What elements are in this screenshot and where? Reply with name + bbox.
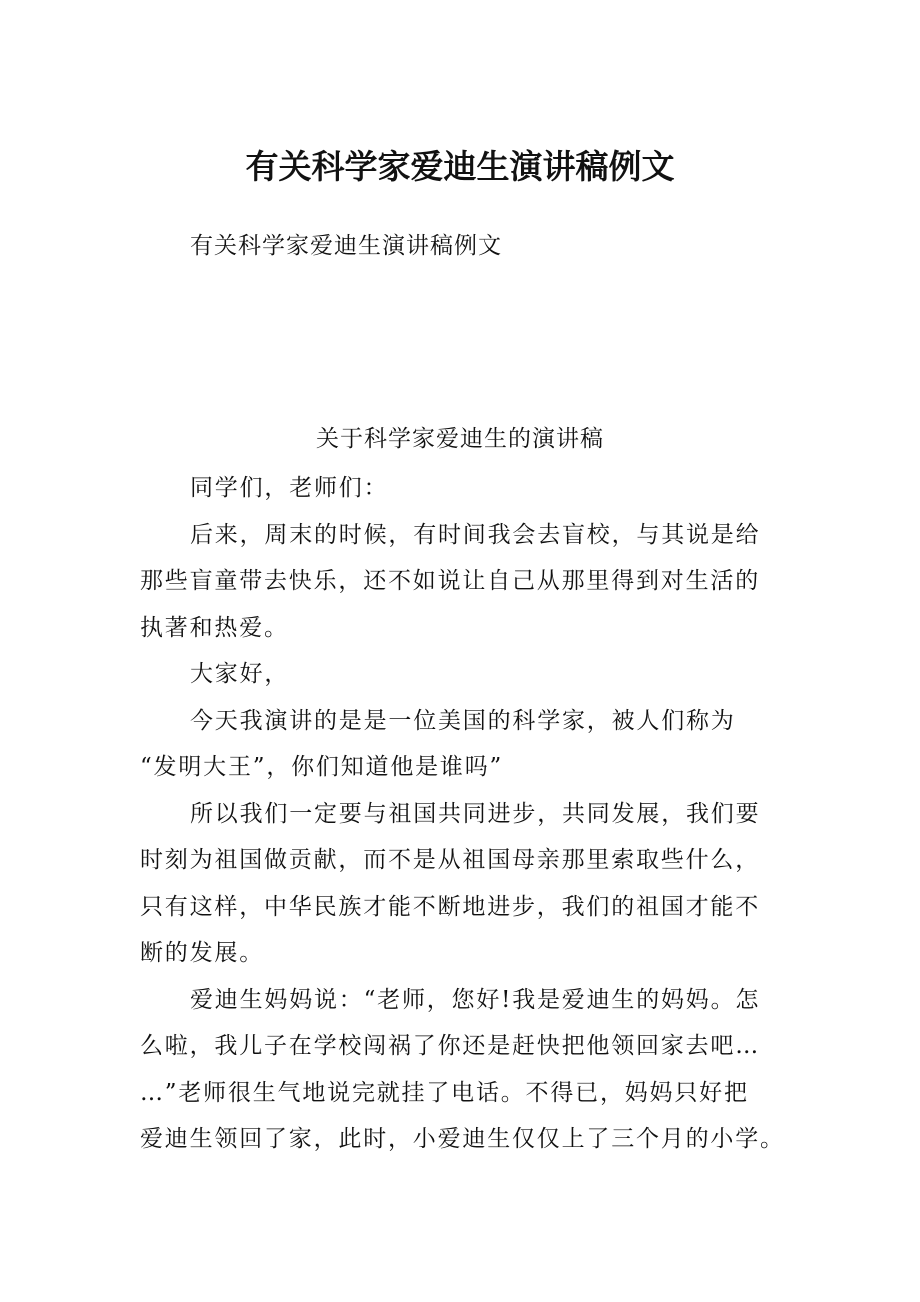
- paragraph-line: …”老师很生气地说完就挂了电话。不得已，妈妈只好把: [140, 1079, 749, 1106]
- paragraph-line: 今天我演讲的是是一位美国的科学家，被人们称为: [190, 707, 736, 734]
- paragraph-line: 后来，周末的时候，有时间我会去盲校，与其说是给: [190, 521, 761, 548]
- paragraph-line: 只有这样，中华民族才能不断地进步，我们的祖国才能不: [140, 893, 760, 920]
- paragraph-line: 同学们，老师们：: [190, 475, 389, 501]
- speech-title: 关于科学家爱迪生的演讲稿: [316, 426, 604, 452]
- paragraph-line: 大家好，: [190, 661, 290, 687]
- paragraph-line: 断的发展。: [140, 940, 264, 966]
- paragraph-line: 爱迪生妈妈说：“老师，您好!我是爱迪生的妈妈。怎: [190, 986, 761, 1013]
- paragraph-line: 时刻为祖国做贡献，而不是从祖国母亲那里索取些什么，: [140, 847, 760, 873]
- paragraph-line: 执著和热爱。: [140, 614, 289, 641]
- paragraph-line: 爱迪生领回了家，此时，小爱迪生仅仅上了三个月的小学。: [140, 1126, 785, 1152]
- speech-body: [140, 465, 785, 1163]
- document-title: 有关科学家爱迪生演讲稿例文: [245, 147, 675, 186]
- paragraph-line: 那些盲童带去快乐，还不如说让自己从那里得到对生活的: [140, 568, 760, 594]
- paragraph-line: 么啦，我儿子在学校闯祸了你还是赶快把他领回家去吧…: [140, 1033, 760, 1059]
- document-subtitle: 有关科学家爱迪生演讲稿例文: [190, 233, 502, 259]
- paragraph-line: “发明大王”，你们知道他是谁吗”: [140, 754, 504, 780]
- paragraph-line: 所以我们一定要与祖国共同进步，共同发展，我们要: [190, 800, 761, 827]
